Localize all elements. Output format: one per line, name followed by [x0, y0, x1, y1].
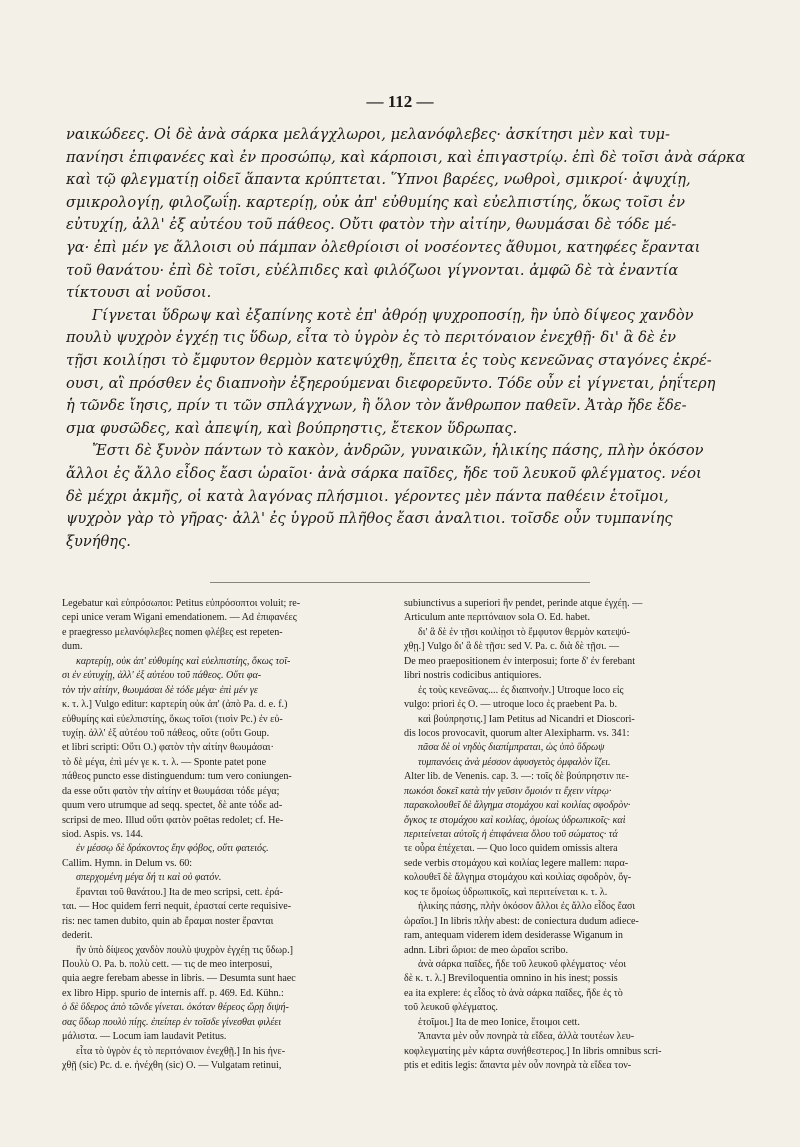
note-line: Πουλὺ O. Pa. b. πολὺ cett. — τις de meo interposui, — [62, 958, 273, 970]
note-line: ris: nec tamen dubito, quin ab ἔραμαι noster ἔρανται — [62, 915, 274, 927]
main-line: γα· ἐπὶ μέν γε ἄλλοισι οὐ πάμπαν ὀλεθρίοισι οἱ νοσέοντες ἄθυμοι, κατηφέες ἔρανται — [66, 238, 701, 256]
main-line: ἄλλοι ἐς ἄλλο εἶδος ἔασι ὡραῖοι· ἀνὰ σάρκα παῖδες, ἤδε τοῦ λευκοῦ φλέγματος. νέοι — [66, 464, 702, 482]
note-line: De meo praepositionem ἐν interposui; forte δ' ἐν ferebant — [404, 655, 636, 667]
note-line: τυμπανόεις ἀνὰ μέσσον ἀφυσγετὸς ὀμφαλὸν ἵζει. — [418, 756, 611, 768]
note-line: πᾶσα δὲ οἱ νηδὺς διαπίμπραται, ὡς ὑπὸ ὕδρωψ — [418, 742, 605, 754]
note-line: ἔρανται τοῦ θανάτου.] Ita de meo scripsi, cett. ἐρά- — [76, 886, 283, 898]
note-line: e praegresso μελανόφλεβες nomen φλέβες est repeten- — [62, 626, 283, 638]
note-line: ἡλικίης πάσης, πλὴν ὁκόσον ἄλλοι ἐς ἄλλο εἶδος ἔασι — [418, 901, 636, 913]
note-line: et libri scripti: Οὔτι O.) φατὸν τὴν αἰτίην θωυμάσαι· — [62, 742, 274, 754]
note-line: dum. — [62, 641, 83, 653]
main-line: ξυνήθης. — [66, 532, 131, 550]
note-line: ὁ δὲ ὕδερος ἀπὸ τῶνδε γίνεται. ὁκόταν θέρεος ὥρῃ διψή- — [62, 1002, 289, 1014]
note-line: εὐθυμίης καὶ εὐελπιστίης, ὅκως τοῖσι (τισὶν Pc.) ἐν εὐ- — [62, 713, 283, 725]
main-line: Ἔστι δὲ ξυνὸν πάντων τὸ κακὸν, ἀνδρῶν, γυναικῶν, ἡλικίης πάσης, πλὴν ὁκόσον — [92, 442, 704, 460]
main-line: ναικώδεες. Οἱ δὲ ἀνὰ σάρκα μελάγχλωροι, μελανόφλεβες· ἀσκίτησι μὲν καὶ τυμ- — [66, 126, 670, 143]
note-line: κ. τ. λ.] Vulgo editur: καρτερίη οὐκ ἀπ' (ἀπὸ Pa. d. e. f.) — [62, 699, 288, 711]
note-line: da esse οὔτι φατὸν τὴν αἰτίην et θωυμάσαι τόδε μέγα; — [62, 785, 280, 797]
main-line: πουλὺ ψυχρὸν ἐγχέῃ τις ὕδωρ, εἶτα τὸ ὑγρὸν ἐς τὸ περιτόναιον ἐνεχθῇ· δι' ἃ δὲ ἐν — [66, 329, 677, 347]
note-line: καρτερίῃ, οὐκ ἀπ' εὐθυμίης καὶ εὐελπιστίης, ὅκως τοῖ- — [76, 655, 291, 667]
note-line: dis locos provocavit, quorum alter Alexipharm. vs. 341: — [404, 727, 630, 739]
note-line: Ἅπαντα μὲν οὖν πονηρὰ τὰ εἴδεα, ἀλλὰ τουτέων λευ- — [418, 1031, 635, 1043]
note-line: siod. Aspis. vs. 144. — [62, 829, 144, 840]
note-line: τοῦ λευκοῦ φλέγματος. — [404, 1002, 498, 1014]
note-line: ἐς τοὺς κενεῶνας.... ἐς διαπνοὴν.] Utroque loco εἰς — [418, 684, 624, 696]
main-line: τῇσι κοιλίῃσι τὸ ἔμφυτον θερμὸν κατεψύχθῃ, ἔπειτα ἐς τοὺς κενεῶνας σταγόνες ἐκρέ- — [66, 351, 712, 369]
note-line: ἐν μέσσῳ δὲ δράκοντος ἔην φόβος, οὔτι φατειός. — [76, 843, 269, 855]
note-line: libri nostris codicibus antiquiores. — [404, 670, 542, 682]
note-line: adnn. Libri ὥριοι: de meo ὡραῖοι scribo. — [404, 944, 568, 956]
note-line: cepi unice veram Wigani emendationem. — Ad ἐπιφανέες — [62, 612, 297, 624]
note-line: Alter lib. de Venenis. cap. 3. —: τοῖς δὲ βούπρηστιν πε- — [404, 771, 629, 783]
main-text — [66, 124, 754, 553]
note-line: ται. — Hoc quidem ferri nequit, ἐρασταί certe requisive- — [62, 901, 292, 913]
note-line: ἀνὰ σάρκα παῖδες, ἤδε τοῦ λευκοῦ φλέγματος· νέοι — [418, 958, 627, 970]
note-line: περιτείνεται αὐτοῖς ἡ ἐπιφάνεια ὅλου τοῦ σώματος· τά — [404, 829, 618, 840]
note-line: δὲ κ. τ. λ.] Breviloquentia omnino in his inest; possis — [404, 973, 618, 985]
note-line: sede verbis στομάχου καὶ κοιλίας legere mallem: παρα- — [404, 857, 629, 869]
main-line: δὲ μέχρι ἀκμῆς, οἱ κατὰ λαγόνας πλήσμιοι. γέροντες μὲν πάντα παθέειν ἑτοῖμοι, — [66, 487, 669, 505]
note-line: quia aegre ferebam abesse in libris. — Desumta sunt haec — [62, 973, 296, 985]
note-line: τυχίῃ. ἀλλ' ἐξ αὐτέου τοῦ πάθεος, οὔτε (οὔτι Goup. — [62, 727, 270, 739]
note-line: dederit. — [62, 930, 93, 942]
note-line: πωκόσι δοκεῖ κατὰ τὴν γεῦσιν ὅμοιόν τι ἔχειν νίτρῳ· — [404, 785, 612, 797]
notes-left-column — [62, 597, 390, 1073]
note-line: ea ita explere: ἐς εἶδος τὸ ἀνὰ σάρκα παῖδες, ἤδε ἐς τὸ — [404, 987, 623, 999]
footnote-rule — [210, 582, 590, 583]
note-line: καὶ βούπρηστις.] Iam Petitus ad Nicandri et Dioscori- — [418, 713, 635, 725]
main-line: σμικρολογίῃ, φιλοζωΐῃ. καρτερίῃ, οὐκ ἀπ' εὐθυμίης καὶ εὐελπιστίης, ὅκως τοῖσι ἐν — [66, 193, 685, 211]
note-line: subiunctivus a superiori ἢν pendet, perinde atque ἐγχέῃ. — — [404, 598, 643, 609]
note-line: κολουθεῖ δὲ ἄλγημα στομάχου καὶ κοιλίας σφοδρὸν, ὄγ- — [404, 872, 632, 884]
note-line: τε οὖρα ἐπέχεται. — Quo loco quidem omissis altera — [404, 843, 618, 855]
main-line: εὐτυχίῃ, ἀλλ' ἐξ αὐτέου τοῦ πάθεος. Οὔτι φατὸν τὴν αἰτίην, θωυμάσαι δὲ τόδε μέ- — [66, 216, 677, 234]
note-line: σας ὕδωρ πουλὺ πίῃς. ἐπείπερ ἐν τοῖσδε γίνεσθαι φιλέει — [62, 1016, 282, 1028]
main-line: τοῦ θανάτου· ἐπὶ δὲ τοῖσι, εὐέλπιδες καὶ φιλόζωοι γίγνονται. ἀμφῶ δὲ τὰ ἐναντία — [66, 261, 679, 279]
note-line: ptis et editis legis: ἅπαντα μὲν οὖν πονηρὰ τὰ εἴδεα τον- — [404, 1060, 632, 1071]
note-line: ἑτοῖμοι.] Ita de meo Ionice, ἕτοιμοι cett. — [418, 1016, 580, 1028]
note-line: χθῃ.] Vulgo δι' ἃ δὲ τῇσι: sed V. Pa. c. διὰ δὲ τῇσι. — — [404, 641, 620, 653]
note-line: Legebatur καὶ εὐπρόσωποι: Petitus εὐπρόσοπτοι voluit; re- — [62, 598, 301, 609]
main-line: ἡ τῶνδε ἴησις, πρίν τι τῶν σπλάγχνων, ἢ ὅλον τὸν ἄνθρωπον παθεῖν. Ἀτὰρ ἤδε ἔδε- — [66, 397, 687, 415]
note-line: scripsi de meo. Illud οὔτι φατὸν poëtas redolet; cf. He- — [62, 814, 284, 826]
note-line: δι' ἃ δὲ ἐν τῇσι κοιλίῃσι τὸ ἔμφυτον θερμὸν κατεψύ- — [418, 626, 630, 638]
note-line: ἢν ὑπὸ δίψεος χανδὸν πουλὺ ψυχρὸν ἐγχέῃ τις ὕδωρ.] — [76, 944, 293, 956]
main-line: Γίγνεται ὕδρωψ καὶ ἐξαπίνης κοτὲ ἐπ' ἀθρόῃ ψυχροποσίῃ, ἢν ὑπὸ δίψεος χανδὸν — [92, 306, 694, 324]
note-line: χθῇ (sic) Pc. d. e. ἠνέχθη (sic) O. — Vulgatam retinui, — [62, 1060, 282, 1071]
note-line: quum vero utrumque ad seqq. spectet, δὲ ante τόδε ad- — [62, 800, 283, 812]
note-line: Callim. Hymn. in Delum vs. 60: — [62, 857, 193, 869]
note-line: τὸ δὲ μέγα, ἐπὶ μέν γε κ. τ. λ. — Sponte patet pone — [62, 756, 267, 768]
note-line: κοφλεγματίης μὲν κάρτα συνήθεστερος.] In libris omnibus scri- — [404, 1045, 662, 1057]
main-line: ουσι, αἳ πρόσθεν ἐς διαπνοὴν ἐξηερούμεναι διεφορεῦντο. Τόδε οὖν εἰ γίγνεται, ῥηΐτερη — [66, 374, 716, 392]
note-line: σπερχομένη μέγα δή τι καὶ οὐ φατόν. — [76, 872, 222, 884]
note-line: πάθεος puncto esse distinguendum: tum vero coniungen- — [62, 771, 292, 783]
main-line: ψυχρὸν γὰρ τὸ γῆρας· ἀλλ' ἐς ὑγροῦ πλῆθος ἔασι ἀναλτιοι. τοῖσδε οὖν τυμπανίης — [66, 510, 673, 528]
note-line: ὄγκος τε στομάχου καὶ κοιλίας, ὁμοίως ὑδρωπικοῖς· καὶ — [404, 814, 626, 826]
main-line: σμα φυσῶδες, καὶ ἀπεψίη, καὶ βούπρηστις, ἔτεκον ὕδρωπας. — [66, 419, 518, 437]
note-line: ὡραῖοι.] In libris πλὴν abest: de coniectura dudum adiece- — [404, 915, 639, 927]
note-line: ex libro Hipp. spurio de internis aff. p. 469. Ed. Kühn.: — [62, 987, 284, 999]
note-line: κος τε ὅμοίως ὑδρωπικοῖς, καὶ περιτείνεται κ. τ. λ. — [404, 886, 608, 898]
note-line: Articulum ante περιτόναιον sola O. Ed. habet. — [404, 612, 591, 624]
note-line: σι ἐν εὐτυχίῃ, ἀλλ' ἐξ αὐτέου τοῦ πάθεος. Οὔτι φα- — [62, 670, 262, 682]
notes-right-column — [404, 597, 740, 1073]
page-number: — 112 — — [366, 92, 434, 111]
note-line: vulgo: priori ἐς O. — utroque loco ἐς praebent Pa. b. — [404, 699, 617, 711]
main-line: πανίησι ἐπιφανέες καὶ ἐν προσώπῳ, καὶ κάρποισι, καὶ ἐπιγαστρίῳ. ἐπὶ δὲ τοῖσι ἀνὰ σάρκα — [66, 148, 746, 166]
main-line: καὶ τῷ φλεγματίῃ οἰδεῖ ἅπαντα κρύπτεται. Ὕπνοι βαρέες, νωθροὶ, σμικροί· ἀψυχίῃ, — [66, 171, 691, 189]
note-line: ram, antequam viderem idem desiderasse Wiganum in — [404, 930, 623, 942]
note-line: παρακολουθεῖ δὲ ἄλγημα στομάχου καὶ κοιλίας σφοδρὸν· — [404, 800, 631, 812]
main-line: τίκτουσι αἱ νοῦσοι. — [66, 284, 212, 302]
note-line: μάλιστα. — Locum iam laudavit Petitus. — [62, 1031, 227, 1043]
note-line: τὸν τὴν αἰτίην, θωυμάσαι δὲ τόδε μέγα· ἐπὶ μέν γε — [62, 684, 258, 696]
note-line: εἶτα τὸ ὑγρὸν ἐς τὸ περιτόναιον ἐνεχθῇ.] In his ἠνε- — [76, 1045, 286, 1057]
